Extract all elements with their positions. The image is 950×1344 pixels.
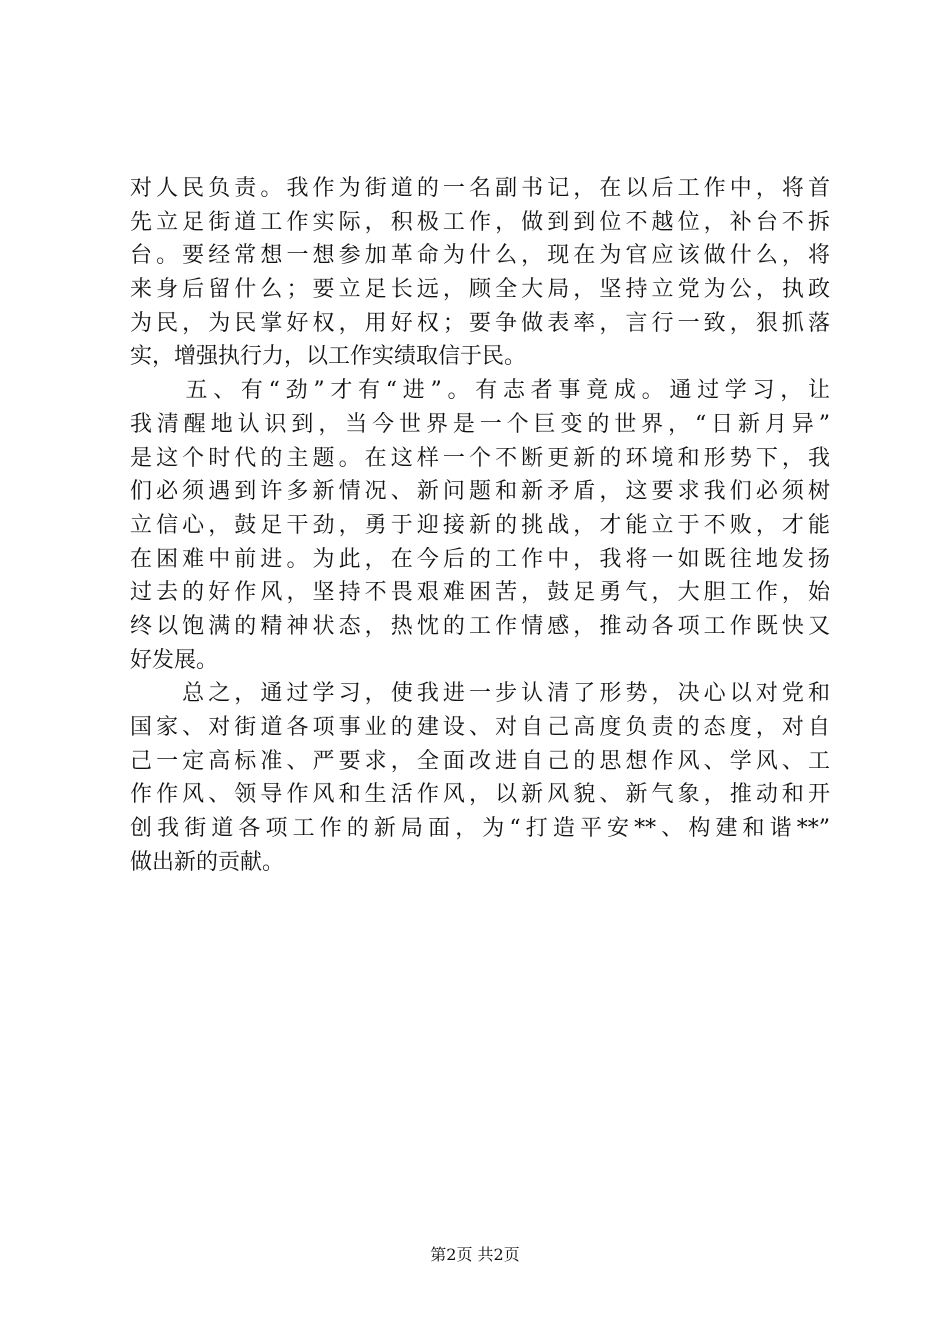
text-line: 在困难中前进。为此，在今后的工作中，我将一如既往地发扬 (130, 546, 830, 572)
page-number-footer: 第2页 共2页 (430, 1245, 520, 1264)
text-line: 创我街道各项工作的新局面，为“打造平安**、构建和谐**” (130, 816, 830, 842)
text-line: 我清醒地认识到，当今世界是一个巨变的世界，“日新月异” (130, 411, 830, 437)
text-line: 先立足街道工作实际，积极工作，做到到位不越位，补台不拆 (130, 209, 830, 235)
paragraph-end-line: 好发展。 (130, 647, 219, 673)
document-body (130, 172, 830, 879)
text-line: 五、有“劲”才有“进”。有志者事竟成。通过学习，让 (130, 378, 830, 404)
text-line: 立信心，鼓足干劲，勇于迎接新的挑战，才能立于不败，才能 (130, 512, 830, 538)
paragraph-end-line: 做出新的贡献。 (130, 849, 285, 875)
text-line: 来身后留什么；要立足长远，顾全大局，坚持立党为公，执政 (130, 277, 830, 303)
paragraph-end-line: 实，增强执行力，以工作实绩取信于民。 (130, 344, 527, 370)
text-line: 对人民负责。我作为街道的一名副书记，在以后工作中，将首 (130, 176, 830, 201)
text-line: 是这个时代的主题。在这样一个不断更新的环境和形势下，我 (130, 445, 830, 471)
text-line: 为民，为民掌好权，用好权；要争做表率，言行一致，狠抓落 (130, 310, 830, 336)
text-line: 们必须遇到许多新情况、新问题和新矛盾，这要求我们必须树 (130, 479, 830, 505)
text-line: 终以饱满的精神状态，热忱的工作情感，推动各项工作既快又 (130, 613, 830, 639)
text-line: 国家、对街道各项事业的建设、对自己高度负责的态度，对自 (130, 715, 830, 740)
text-line: 总之，通过学习，使我进一步认清了形势，决心以对党和 (130, 681, 830, 707)
text-line: 己一定高标准、严要求，全面改进自己的思想作风、学风、工 (130, 748, 830, 774)
text-line: 台。要经常想一想参加革命为什么，现在为官应该做什么，将 (130, 243, 830, 269)
text-line: 过去的好作风，坚持不畏艰难困苦，鼓足勇气，大胆工作，始 (130, 580, 830, 606)
text-line: 作作风、领导作风和生活作风，以新风貌、新气象，推动和开 (130, 782, 830, 808)
